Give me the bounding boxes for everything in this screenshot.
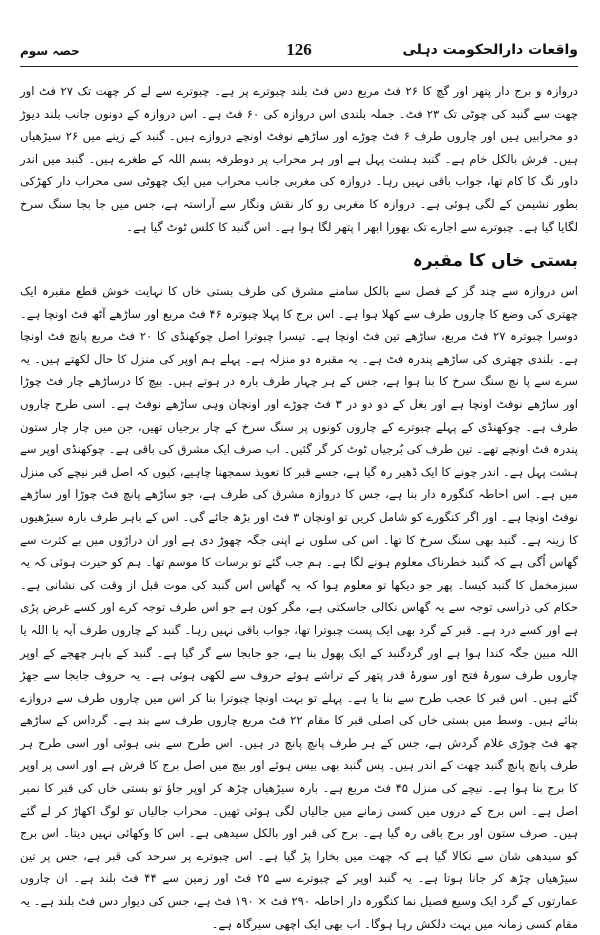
- section-heading: بستی خاں کا مقبرہ: [412, 251, 578, 271]
- section-label: حصہ سوم: [20, 44, 80, 58]
- paragraph-gateway: دروازہ و برج دار پتھر اور گچ کا ۲۶ فٹ مربع دس فٹ بلند چبوترے پر ہے۔ چبوترے سے لے کر چھت تک ۲۷ فٹ اور چھت سے گنبد کی چوٹی تک ۲۳ فٹ۔ جملہ بلندی اس دروازہ کی ۶۰ فٹ ہے۔ اس دروازہ کے دونوں جانب بلند دیوڑ دو محرابیں ہیں اور چاروں طرف ۶ فٹ چوڑے اور ساڑھے نوفٹ اونچے دروازے ہیں۔ گنبد کے زینے میں ۲۶ سیڑھیاں ہیں۔ فرش بالکل خام ہے۔ گنبد ہشت پہل ہے اور ہر محراب پر دوطرفہ بسم اللہ کے طغرے ہیں۔ گنبد میں اندر داور نگ کا کام تھا، جواب باقی نہیں رہا۔ دروازہ کی مغربی جانب محراب میں ایک چھوٹی سی محراب دار کھڑکی بطور نشیمن کے لگی ہوئی ہے۔ دروازہ کا مغربی رو کار نقش ونگار سے آراستہ ہے، جس میں جا بجا سنگ سرخ لگایا گیا ہے۔ چبوترے سے اجارے تک بھورا ابھر ا پتھر لگا ہوا ہے۔ اس گنبد کا کلس ٹوٹ گیا ہے۔: [20, 84, 578, 234]
- page-header: [20, 36, 578, 70]
- paragraph-tomb: اس دروازہ سے چند گز کے فصل سے بالکل سامنے مشرق کی طرف بستی خاں کا نہایت خوش قطع مقبرہ ایک چھتری کی وضع کا چاروں طرف سے کھلا ہوا ہے۔ اس برج کا پہلا چبوترہ ۴۶ فٹ مربع اور ساڑھے آٹھ فٹ اونچا ہے۔ دوسرا چبوترہ ۲۷ فٹ مربع، ساڑھے تین فٹ اونچا ہے۔ تیسرا چبوترا اصل چوکھنڈی کا ۲۰ فٹ مربع پانچ فٹ اونچا ہے۔ بلندی چھتری کی ساڑھے پندرہ فٹ ہے۔ یہ مقبرہ دو منزلہ ہے۔ پہلے ہم اوپر کی منزل کا حال لکھتے ہیں۔ یہ سرے سے پا نچ سنگ سرخ کا بنا ہوا ہے، جس کے ہر چہار طرف بارہ در ہوتے ہیں۔ بیچ کا درساڑھے چار فٹ چوڑا اور ساڑھے نوفٹ اونچا ہے اور بغل کے دو دو در ۳ فٹ چوڑے اور اونچان وہی ساڑھے نوفٹ ہے۔ اسی طرح چاروں طرف ہے۔ چوکھنڈی کے پہلے چبوترے کے چاروں کونوں پر سنگ سرخ کے چار برجیاں تھیں، جن میں چار چار ستون پندرہ فٹ اونچے تھے۔ تین طرف کی بُرجیاں ٹوٹ کر گر گئیں۔ اب صرف ایک مشرق کی باقی ہے۔ چوکھنڈی اوپر سے ہشت پہل ہے۔ اندر چونے کا ایک ڈھیر رہ گیا ہے، جسے قبر کا تعویذ سمجھنا چاہیے، کیوں کہ اصل قبر نیچے کی منزل میں ہے۔ اس احاطہ کنگورہ دار بنا ہے، جس کا دروازہ مشرق کی طرف ہے، جو ساڑھے پانچ فٹ چوڑا اور ساڑھے نوفٹ اونچا ہے۔ اور اگر کنگورے کو شامل کریں تو اونچان ۳ فٹ اور بڑھ جائے گی۔ اس کے باہر طرف بارہ سیڑھیوں کا زینہ ہے۔ گنبد بھی سنگ سرخ کا تھا۔ اس کی سلوں نے اپنی جگہ چھوڑ دی ہے اور ان دراڑوں میں بے کثرت سے گھاس اُگی ہے کہ گنبد خطرناک معلوم ہونے لگا ہے۔ ہم جب گئے تو برسات کا موسم تھا۔ ہم کو حیرت ہوئی کہ یہ سبزمخمل کا گنبد کیسا۔ پھر جو دیکھا تو معلوم ہوا کہ یہ گھاس اس گنبد کی موت قبل از وقت کی نشانی ہے۔ حکام کی ذراسی توجہ سے یہ گھاس نکالی جاسکتی ہے، مگر کون ہے جو اس طرف توجہ کرے اور کسے غرض پڑی ہے اور کسے درد ہے۔ قبر کے گرد بھی ایک پست چبوترا تھا، جواب باقی نہیں رہا۔ گنبد کے چاروں طرف آیہ یا اللہ یا اللہ مبین جگہ کندا ہوا ہے اور گردگنبد کے ایک پھول بنا ہے، جو جابجا سے گر گیا ہے۔ گنبد کے باہر چھجے کے اوپر چاروں طرف سورۂ فتح اور سورۂ قدر پتھر کے تراشے ہوئے حروف سے لکھی ہوئی ہے۔ یہ حروف جابجا سے جھڑ گئے ہیں۔ اس قبر کا عجب طرح سے بنا یا ہے۔ پہلے تو بہت اونچا چبوترا بنا کر اس میں چاروں طرف سے دروازے بنائے ہیں۔ وسط میں بستی خاں کی اصلی قبر کا مقام ۲۲ فٹ مربع چاروں طرف سے بند ہے۔ گرداس کے ساڑھے چھ فٹ چوڑی غلام گردش ہے، جس کے ہر طرف پانچ پانچ در ہیں۔ اس طرح سے بنی ہوئی اور اسی طرح ہر طرف پانچ پانچ گنبد چھت کے اندر ہیں۔ پس گنبد بھی بیس ہوئے اور بیچ میں اصل برج کا فرش ہے اور اسی پر اوپر کا برج بنا ہوا ہے۔ نیچے کی منزل ۴۵ فٹ مربع ہے۔ بارہ سیڑھیاں چڑھ کر اوپر جاؤ تو بستی خاں کی قبر کا نمبر اصل ہے۔ اس برج کے دروں میں کسی زمانے میں جالیاں لگی ہوئی تھیں۔ محراب جالیاں تو لوگ اکھاڑ کر لے گئے ہیں۔ صرف ستون اور برج باقی رہ گیا ہے۔ برج کی قبر اور بالکل سیدھی ہے۔ اس کا وکھائی نہیں دیتا۔ اس برج کو سیدھی شان سے نکالا گیا ہے کہ چھت میں بخارا پڑ گیا ہے۔ اس چبوترے پر سرحد کی قبر ہے، جس پر تین سیڑھیاں چڑھ کر جانا ہوتا ہے۔ یہ گنبد اوپر کے چبوترے سے ۲۵ فٹ اور زمین سے ۴۴ فٹ بلند ہے۔ ان چاروں عمارتوں کے گرد ایک وسیع فصیل نما کنگورہ دار احاطہ ۲۹۰ فٹ × ۱۹۰ فٹ ہے، جس کی دیوار دس فٹ بلند ہے۔ یہ مقام کسی زمانہ میں بہت دلکش رہا ہوگا۔ اب بھی ایک اچھی سیرگاہ ہے۔: [20, 284, 579, 931]
- page-number: 126: [286, 40, 312, 59]
- header-divider: [20, 66, 578, 67]
- book-title: واقعات دارالحکومت دہلی: [402, 42, 578, 58]
